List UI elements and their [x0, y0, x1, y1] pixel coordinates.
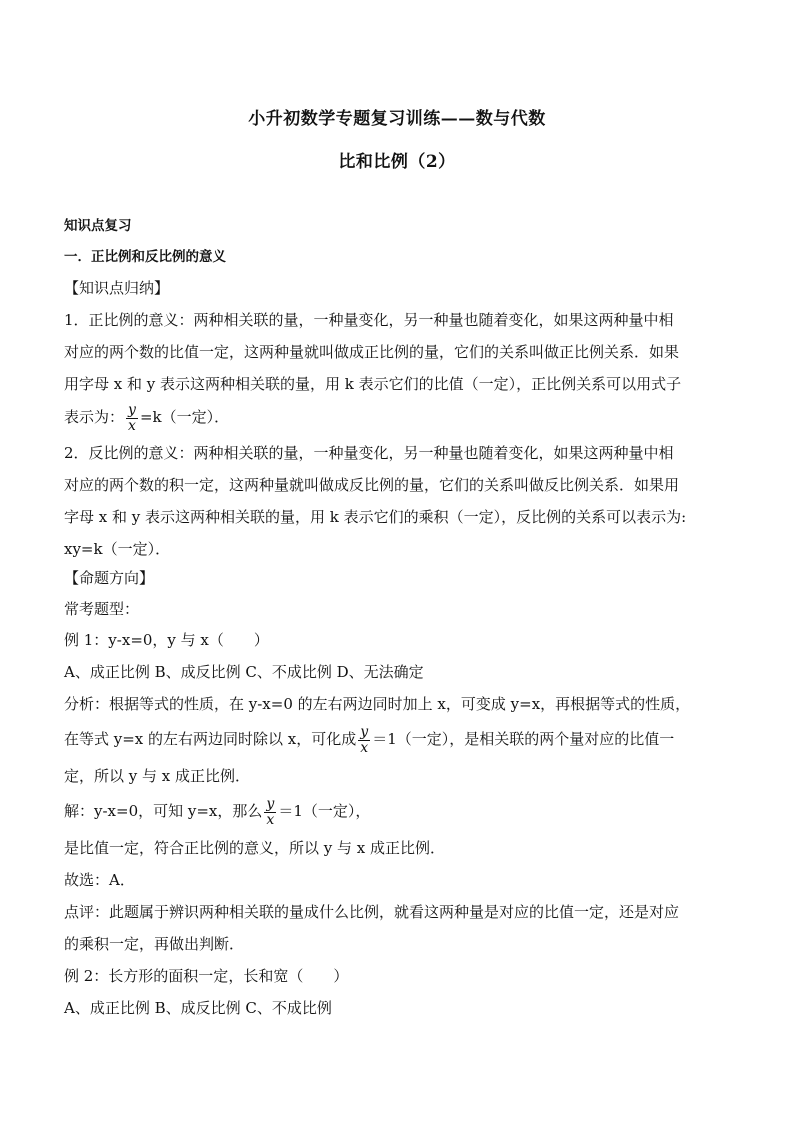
formula-suffix: =k（一定）． [139, 408, 230, 426]
knowledge-p1-line3: 用字母 x 和 y 表示这两种相关联的量，用 k 表示它们的比值（一定），正比例关系可以用式子 [64, 375, 682, 393]
knowledge-p2-line2: 对应的两个数的积一定，这两种量就叫做成反比例的量，它们的关系叫做反比例关系．如果用 [64, 476, 680, 494]
knowledge-p2-line3: 字母 x 和 y 表示这两种相关联的量，用 k 表示它们的乘积（一定），反比例的关系可以表示为: [64, 508, 687, 526]
analysis-line2-prefix: 在等式 y=x 的左右两边同时除以 x，可化成 [64, 730, 357, 748]
page-subtitle: 比和比例（2） [338, 152, 456, 172]
fraction-numerator: y [128, 401, 136, 418]
fraction-numerator: y [266, 795, 275, 812]
knowledge-p1-line1: 1．正比例的意义：两种相关联的量，一种量变化，另一种量也随着变化，如果这两种量中相 [64, 311, 674, 329]
knowledge-p1-line4 [64, 400, 730, 434]
knowledge-p1-line2: 对应的两个数的比值一定，这两种量就叫做成正比例的量，它们的关系叫做正比例关系．如果 [64, 343, 680, 361]
fraction-numerator: y [360, 723, 369, 740]
comment-line2: 的乘积一定，再做出判断． [64, 935, 245, 953]
example1-options: A、成正比例 B、成反比例 C、不成比例 D、无法确定 [64, 663, 424, 681]
fraction-denominator: x [264, 812, 276, 828]
fraction-y-over-x [126, 403, 138, 434]
knowledge-heading: 【知识点归纳】 [64, 279, 170, 297]
fraction-denominator: x [126, 418, 138, 434]
comment-line1: 点评：此题属于辨识两种相关联的量成什么比例，就看这两种量是对应的比值一定，还是对应 [64, 903, 680, 921]
analysis-line2 [64, 722, 730, 756]
fraction-y-over-x [264, 797, 276, 828]
example2-question: 例 2：长方形的面积一定，长和宽（ ） [64, 967, 349, 985]
example2-options: A、成正比例 B、成反比例 C、不成比例 [64, 999, 332, 1017]
answer-line: 故选：A． [64, 871, 135, 889]
formula-prefix: 表示为： [64, 408, 125, 426]
analysis-line1: 分析：根据等式的性质，在 y-x=0 的左右两边同时加上 x，可变成 y=x，再根据等式的性质， [64, 695, 691, 713]
analysis-line3: 定，所以 y 与 x 成正比例． [64, 767, 251, 785]
fraction-denominator: x [358, 740, 370, 756]
knowledge-p2-line4: xy=k（一定）． [64, 540, 171, 558]
solution-line1-suffix: ＝1（一定）， [278, 802, 371, 820]
solution-line1 [64, 794, 730, 828]
page-title: 小升初数学专题复习训练——数与代数 [248, 109, 546, 129]
solution-line1-prefix: 解：y-x=0，可知 y=x，那么 [64, 802, 263, 820]
topic-heading: 【命题方向】 [64, 569, 155, 587]
part-one-heading: 一．正比例和反比例的意义 [64, 249, 226, 265]
analysis-line2-suffix: ＝1（一定），是相关联的两个量对应的比值一 [372, 730, 675, 748]
knowledge-p2-line1: 2．反比例的意义：两种相关联的量，一种量变化，另一种量也随着变化，如果这两种量中相 [64, 444, 674, 462]
example1-question: 例 1：y-x=0，y 与 x（ ） [64, 631, 269, 649]
review-heading: 知识点复习 [64, 218, 132, 234]
common-types-label: 常考题型： [64, 600, 140, 618]
fraction-y-over-x [358, 725, 370, 756]
solution-line2: 是比值一定，符合正比例的意义，所以 y 与 x 成正比例． [64, 839, 446, 857]
